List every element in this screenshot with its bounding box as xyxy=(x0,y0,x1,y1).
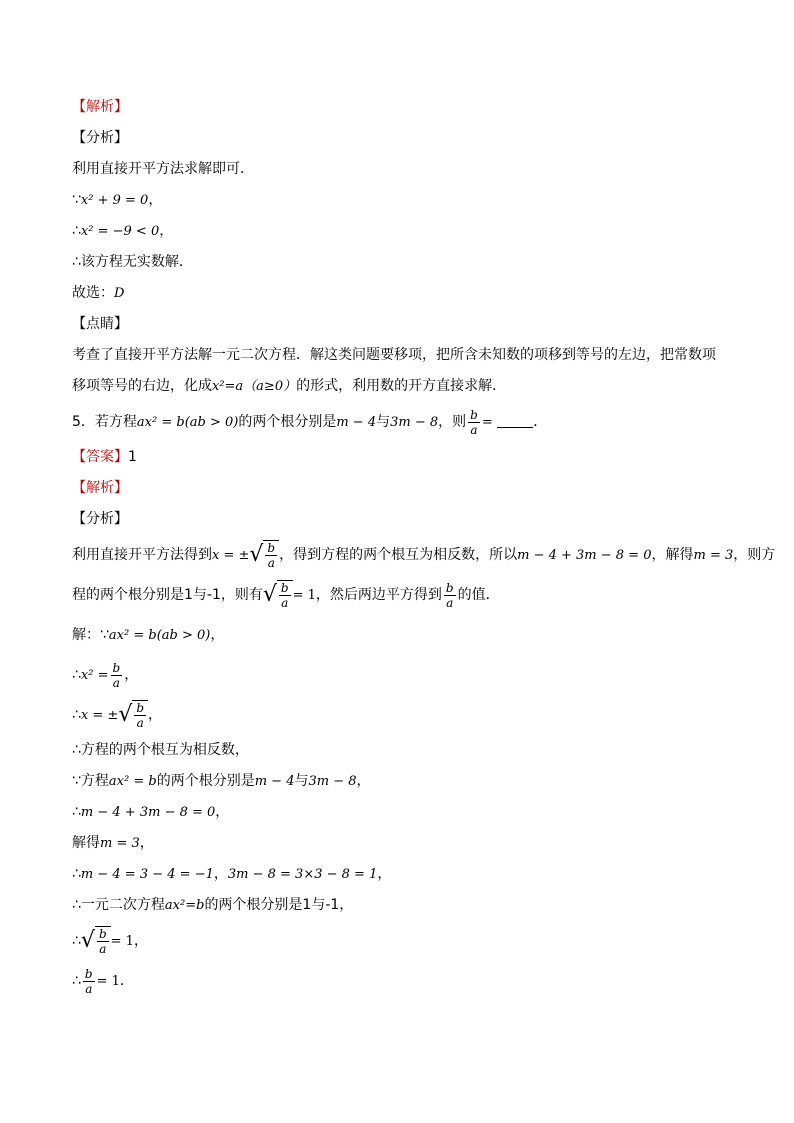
q5-solution-3: ∴x = ± √ $\frac{b}{a}$ ， xyxy=(72,701,163,730)
section-label-analysis: 【解析】 xyxy=(72,99,128,115)
q5-solution-2: ∴x² = $\frac{b}{a}$ ， xyxy=(72,660,139,690)
q5-solution-9: ∴一元二次方程ax²=b的两个根分别是1与-1， xyxy=(72,897,354,913)
q4-step-2: ∴x² = −9 < 0， xyxy=(72,223,174,239)
sqrt-b-over-a: √ $\frac{b}{a}$ xyxy=(118,700,148,730)
q5-solution-1: 解：∵ax² = b(ab > 0)， xyxy=(72,627,225,643)
fraction-b-over-a: $\frac{b}{a}$ xyxy=(84,966,93,996)
fraction-b-over-a: $\frac{b}{a}$ xyxy=(470,407,478,437)
q5-solution-6: ∴m − 4 + 3m − 8 = 0， xyxy=(72,804,230,820)
sqrt-b-over-a: √ $\frac{b}{a}$ xyxy=(81,926,111,956)
section-label-analysis-2: 【解析】 xyxy=(72,480,128,496)
answer-line: 【答案】1 xyxy=(72,449,137,465)
section-label-fenxi-2: 【分析】 xyxy=(72,511,128,527)
fraction-b-over-a: $\frac{b}{a}$ xyxy=(445,580,454,610)
q4-step-1: ∵x² + 9 = 0， xyxy=(72,192,163,208)
q4-analysis-line: 利用直接开平方法求解即可． xyxy=(72,161,254,177)
q5-stem: 5．若方程ax² = b(ab > 0)的两个根分别是m − 4与3m − 8，则 $\frac{b}{a}$ = ． xyxy=(72,407,548,437)
q4-comment-line-2: 移项等号的右边，化成x²=a（a≥0）的形式，利用数的开方直接求解． xyxy=(72,378,507,394)
q5-solution-4: ∴方程的两个根互为相反数， xyxy=(72,742,249,758)
q4-step-3: ∴该方程无实数解． xyxy=(72,254,193,270)
sqrt-b-over-a: √ $\frac{b}{a}$ xyxy=(263,580,293,610)
q5-analysis-line-2: 程的两个根分别是1与-1，则有 √ $\frac{b}{a}$ = 1，然后两边平方得到 $\frac{b}{a}$ 的值． xyxy=(72,580,500,610)
q5-solution-11: ∴ $\frac{b}{a}$ = 1． xyxy=(72,966,134,996)
q4-choice: 故选：D xyxy=(72,285,125,301)
q5-analysis-line-1: 利用直接开平方法得到x = ± √ $\frac{b}{a}$ ，得到方程的两个根互为相反数，所以m − 4 + 3m − 8 = 0，解得m = 3，则方 xyxy=(72,541,776,570)
section-label-fenxi: 【分析】 xyxy=(72,130,128,146)
q4-comment-line-1: 考查了直接开平方法解一元二次方程．解这类问题要移项，把所含未知数的项移到等号的左边，把常数项 xyxy=(72,347,716,363)
q5-solution-7: 解得m = 3， xyxy=(72,835,154,851)
sqrt-b-over-a: √ $\frac{b}{a}$ xyxy=(249,540,279,570)
document-page xyxy=(72,92,776,1001)
q5-solution-5: ∵方程ax² = b的两个根分别是m − 4与3m − 8， xyxy=(72,773,371,789)
q5-solution-10: ∴ √ $\frac{b}{a}$ = 1， xyxy=(72,927,148,956)
q5-solution-8: ∴m − 4 = 3 − 4 = −1，3m − 8 = 3×3 − 8 = 1， xyxy=(72,866,392,882)
fraction-b-over-a: $\frac{b}{a}$ xyxy=(112,660,121,690)
section-label-dianjing: 【点睛】 xyxy=(72,316,128,332)
answer-blank xyxy=(497,413,533,428)
